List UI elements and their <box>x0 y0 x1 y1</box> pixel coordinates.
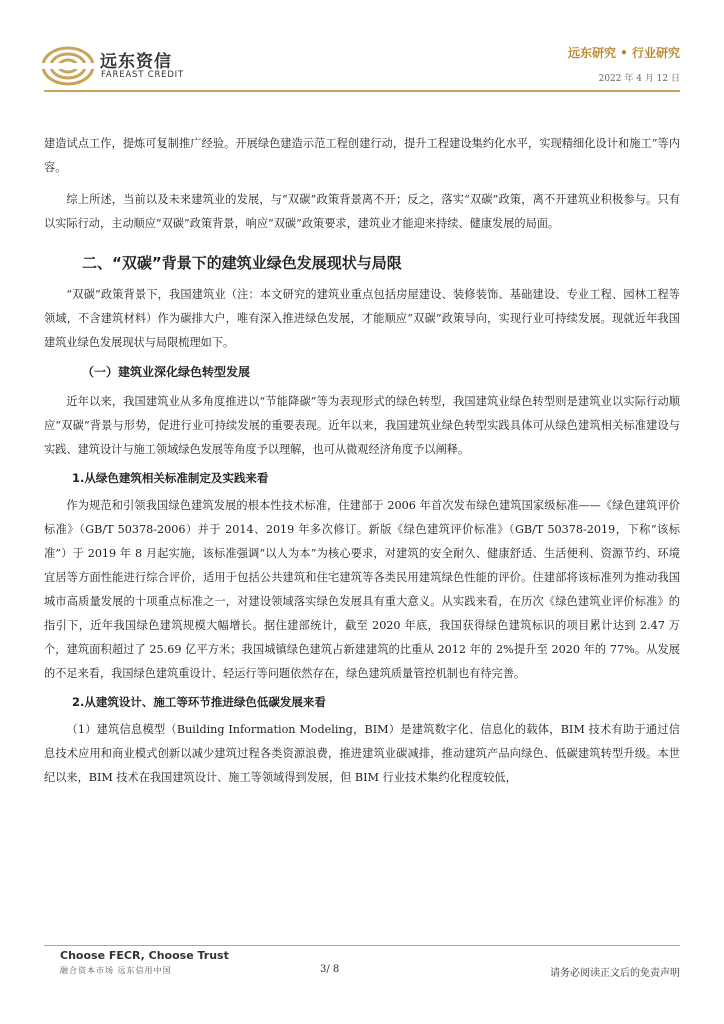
footer-slogan-cn: 融合资本市场 远东信用中国 <box>60 966 172 975</box>
point-heading: 1.从绿色建筑相关标准制定及实践来看 <box>72 471 269 485</box>
point-heading: 2.从建筑设计、施工等环节推进绿色低碳发展来看 <box>72 695 326 709</box>
header-divider <box>44 90 680 92</box>
subsection-heading: （一）建筑业深化绿色转型发展 <box>82 365 251 379</box>
footer-slogan-en: Choose FECR, Choose Trust <box>60 949 229 962</box>
section-heading: 二、“双碳”背景下的建筑业绿色发展现状与局限 <box>82 254 402 272</box>
disclaimer-note: 请务必阅读正文后的免责声明 <box>550 968 680 979</box>
page-header <box>0 0 724 100</box>
paragraph: 建造试点工作，提炼可复制推广经验。开展绿色建造示范工程创建行动，提升工程建设集约化水平，实现精细化设计和施工”等内容。 <box>44 137 680 174</box>
paragraph: 作为规范和引领我国绿色建筑发展的根本性技术标准，住建部于 2006 年首次发布绿色建筑国家级标准——《绿色建筑评价标准》（GB/T 50378-2006）并于 2014、2019 年多次修订。新版《绿色建筑评价标准》（GB/T 50378-2019，下称“该标准”）于 2019 年 8 月起实施，该标准强调“以人为本”为核心要求，对建筑的安全耐久、健康舒适、生活便利、资源节约、环境宜居等方面性能进行综合评价，适用于包括公共建筑和住宅建筑等各类民用建筑绿色性能的评价。住建部将该标准列为推动我国城市高质量发展的十项重点标准之一，对建设领域落实绿色发展具有重大意义。从实践来看，在历次《绿色建筑业评价标准》的指引下，近年我国绿色建筑规模大幅增长。据住建部统计，截至 2020 年底，我国获得绿色建筑标识的项目累计达到 2.47 万个，建筑面积超过了 25.69 亿平方米；我国城镇绿色建筑占新建建筑的比重从 2012 年的 2%提升至 2020 年的 77%。从发展的不足来看，我国绿色建筑重设计、轻运行等问题依然存在，绿色建筑质量管控机制也有待完善。 <box>44 499 680 680</box>
report-series: 远东研究 • 行业研究 <box>567 46 680 60</box>
fareast-logo-icon <box>40 44 96 88</box>
footer-divider <box>44 945 680 946</box>
paragraph: （1）建筑信息模型（Building Information Modeling，BIM）是建筑数字化、信息化的载体，BIM 技术有助于通过信息技术应用和商业模式创新以减少建筑过程各类资源浪费，推进建筑业碳减排，推动建筑产品向绿色、低碳建筑转型升级。本世纪以来，BIM 技术在我国建筑设计、施工等领域得到发展，但 BIM 行业技术集约化程度较低， <box>44 723 680 784</box>
report-body <box>44 132 680 798</box>
paragraph: “双碳”政策背景下，我国建筑业（注：本文研究的建筑业重点包括房屋建设、装修装饰、基础建设、专业工程、园林工程等领域，不含建筑材料）作为碳排大户，唯有深入推进绿色发展，才能顺应“双碳”政策导向，实现行业可持续发展。现就近年我国建筑业绿色发展现状与局限梳理如下。 <box>44 288 680 349</box>
brand-name-cn: 远东资信 <box>100 52 172 72</box>
paragraph: 近年以来，我国建筑业从多角度推进以“节能降碳”等为表现形式的绿色转型，我国建筑业绿色转型则是建筑业以实际行动顺应“双碳”背景与形势，促进行业可持续发展的重要表现。近年以来，我国建筑业绿色转型实践具体可从绿色建筑相关标准建设与实践、建筑设计与施工领域绿色发展等角度予以理解，也可从微观经济角度予以阐释。 <box>44 395 680 456</box>
brand-name-en: FAREAST CREDIT <box>101 70 184 80</box>
report-date: 2022 年 4 月 12 日 <box>598 74 680 84</box>
paragraph: 综上所述，当前以及未来建筑业的发展，与“双碳”政策背景离不开；反之，落实“双碳”政策，离不开建筑业积极参与。只有以实际行动，主动顺应“双碳”政策背景，响应“双碳”政策要求，建筑业才能迎来持续、健康发展的局面。 <box>44 193 680 230</box>
page-number: 3/ 8 <box>320 964 340 975</box>
